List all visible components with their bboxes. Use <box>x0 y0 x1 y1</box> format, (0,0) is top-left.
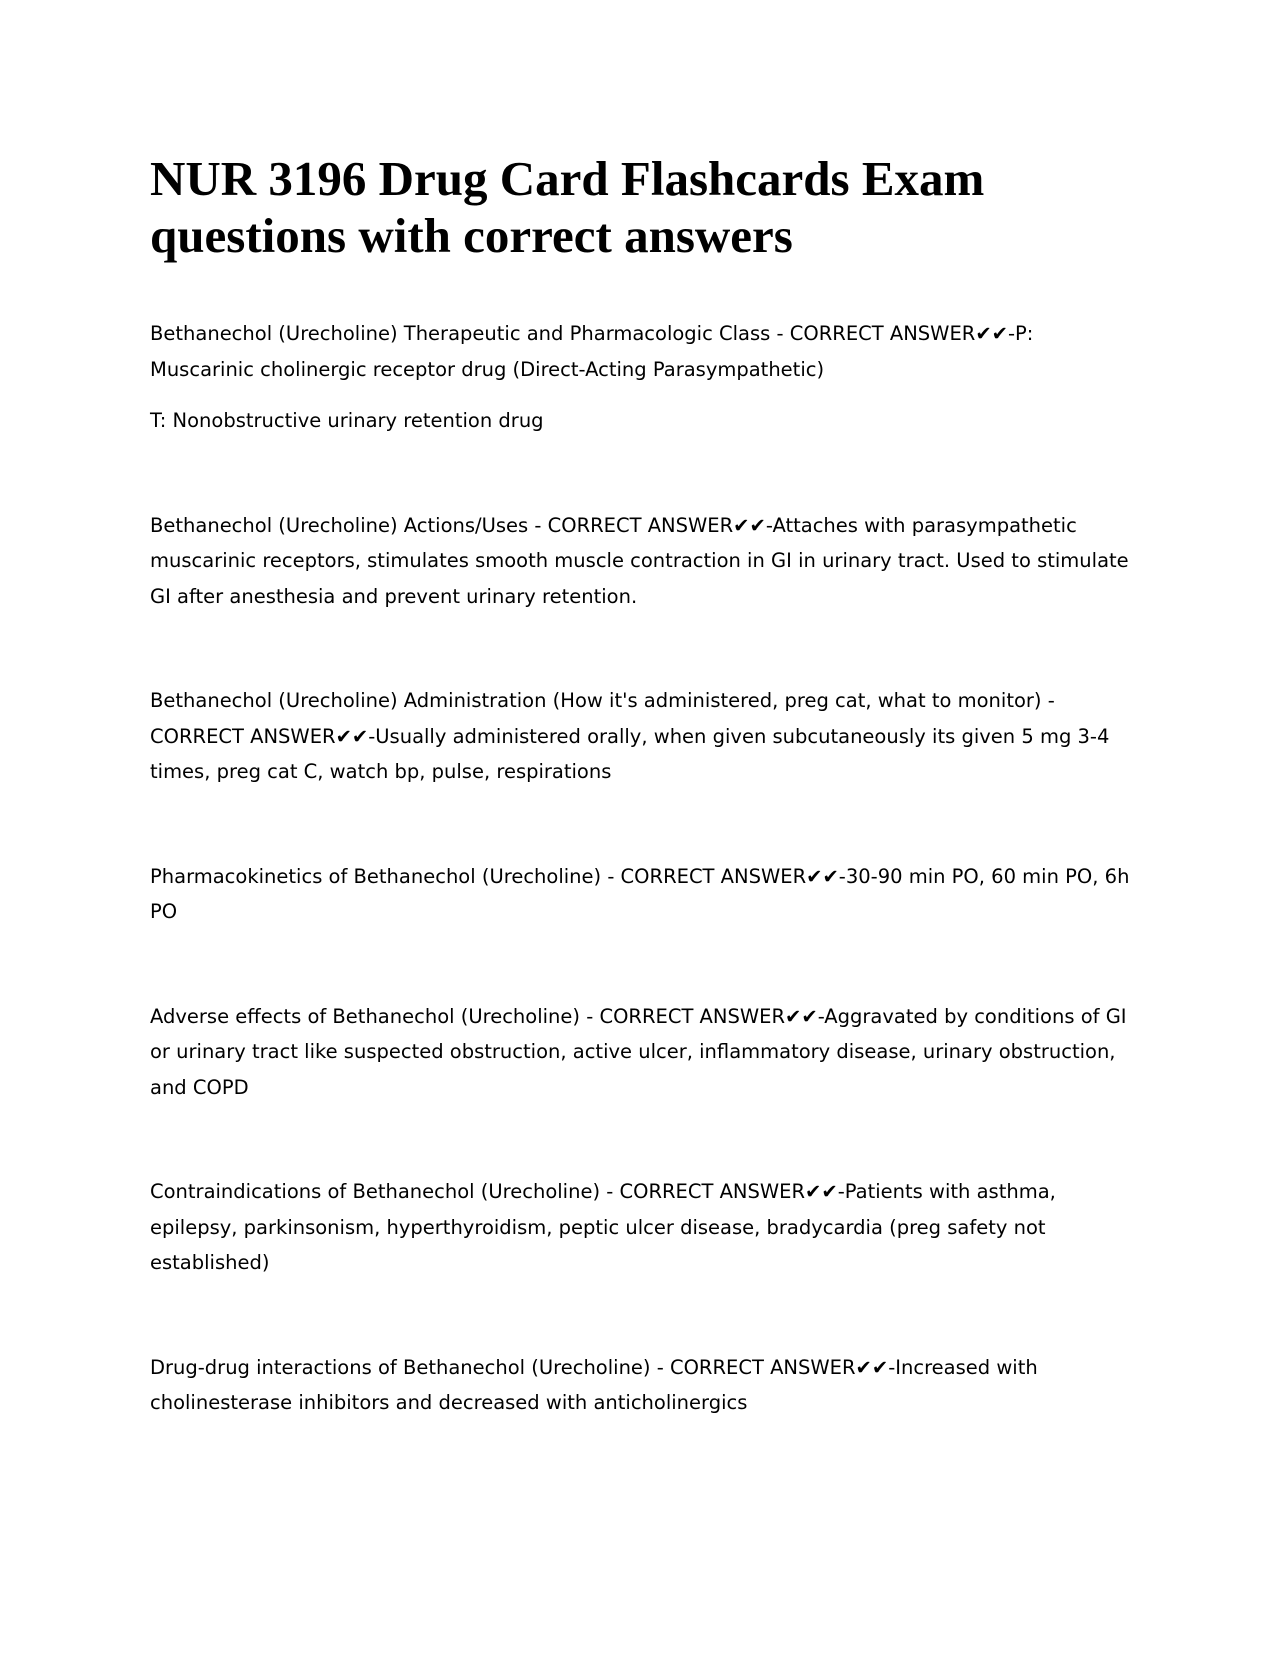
document-page <box>150 150 1135 1421</box>
flashcard-text: Bethanechol (Urecholine) Administration (How it's administered, preg cat, what to monitor) - CORRECT ANSWER✔✔-Usually administered orally, when given subcutaneously its given 5 mg 3-4 times, preg cat C, watch bp, pulse, respirations <box>150 689 1110 783</box>
flashcard-text: Contraindications of Bethanechol (Urecholine) - CORRECT ANSWER✔✔-Patients with asthma, epilepsy, parkinsonism, hyperthyroidism, peptic ulcer disease, bradycardia (preg safety not established) <box>150 1180 1056 1274</box>
flashcard-text: Pharmacokinetics of Bethanechol (Urecholine) - CORRECT ANSWER✔✔-30-90 min PO, 60 min PO, 6h PO <box>150 864 1130 923</box>
flashcard-therapeutic-class <box>150 316 1135 439</box>
flashcard-adverse-effects <box>150 999 1135 1106</box>
flashcard-contraindications <box>150 1174 1135 1281</box>
flashcard-text: Bethanechol (Urecholine) Actions/Uses - CORRECT ANSWER✔✔-Attaches with parasympathetic muscarinic receptors, stimulates smooth muscle contraction in GI in urinary tract. Used to stimulate GI after anesthesia and prevent urinary retention. <box>150 513 1129 608</box>
flashcard-pharmacokinetics <box>150 859 1135 930</box>
flashcard-administration <box>150 683 1135 790</box>
flashcard-text: Bethanechol (Urecholine) Therapeutic and Pharmacologic Class - CORRECT ANSWER✔✔-P: Muscarinic cholinergic receptor drug (Direct-Acting Parasympathetic) <box>150 322 1034 381</box>
document-title: NUR 3196 Drug Card Flashcards Exam questions with correct answers <box>150 151 985 263</box>
flashcard-extra-text: T: Nonobstructive urinary retention drug <box>150 409 544 432</box>
flashcard-actions-uses <box>150 508 1135 615</box>
flashcard-drug-interactions <box>150 1350 1135 1421</box>
flashcard-text: Adverse effects of Bethanechol (Urecholine) - CORRECT ANSWER✔✔-Aggravated by conditions of GI or urinary tract like suspected obstruction, active ulcer, inflammatory disease, urinary obstruction, and COPD <box>150 1004 1127 1099</box>
flashcard-text: Drug-drug interactions of Bethanechol (Urecholine) - CORRECT ANSWER✔✔-Increased with cholinesterase inhibitors and decreased with anticholinergics <box>150 1355 1038 1414</box>
